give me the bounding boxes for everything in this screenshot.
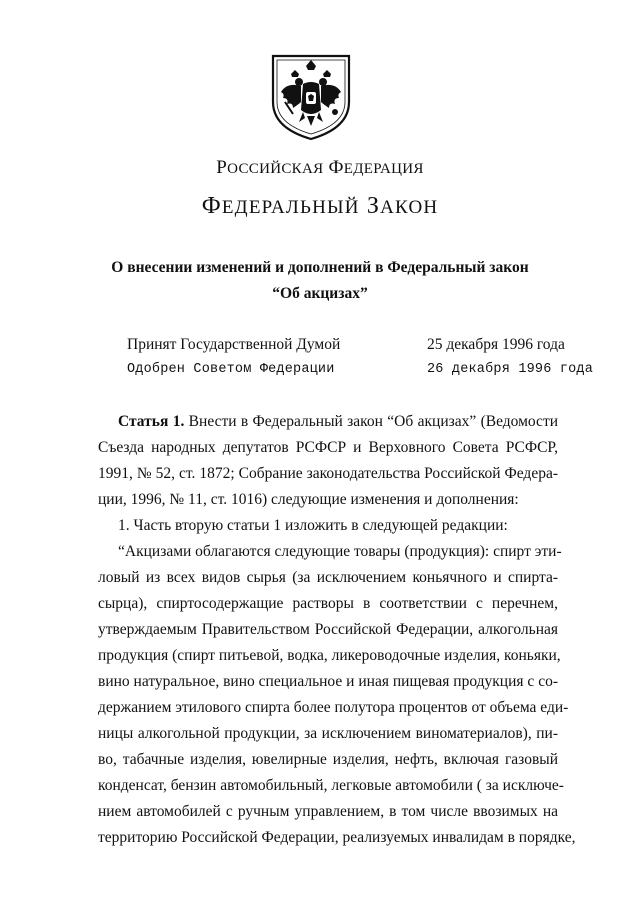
adopted-by-label: Принят Государственной Думой	[127, 336, 341, 353]
adoption-row-council	[127, 357, 594, 382]
law-subject	[0, 255, 640, 307]
body-line-0-text: Внести в Федеральный закон “Об акцизах” (Ведомости	[184, 413, 559, 430]
body-line: 1991, № 52, ст. 1872; Собрание законодательства Российской Федера-	[98, 465, 558, 482]
body-line: 1. Часть вторую статьи 1 изложить в следующей редакции:	[118, 517, 508, 534]
adopted-date: 25 декабря 1996 года	[427, 336, 565, 353]
law-title-cap2: З	[366, 193, 381, 219]
country-title-rest2: ЕДЕРАЦИЯ	[343, 161, 424, 177]
body-line: утверждаемым Правительством Российской Федерации, алкогольная	[98, 621, 558, 638]
law-title	[0, 193, 640, 220]
body-line: территорию Российской Федерации, реализуемых инвалидам в порядке,	[98, 829, 576, 846]
subject-line-1: О внесении изменений и дополнений в Федеральный закон	[111, 259, 529, 276]
country-title-cap2: Ф	[328, 157, 344, 178]
body-line	[98, 409, 558, 435]
body-line: Съезда народных депутатов РСФСР и Верховного Совета РСФСР,	[98, 439, 558, 456]
body-line: ловый из всех видов сырья (за исключением коньячного и спирта-	[98, 569, 558, 586]
approved-date: 26 декабря 1996 года	[427, 362, 594, 377]
body-line: вино натуральное, вино специальное и иная пищевая продукция с со-	[98, 673, 558, 690]
body-line: конденсат, бензин автомобильный, легковые автомобили ( за исключе-	[98, 777, 564, 794]
law-title-cap: Ф	[201, 193, 222, 219]
body-line: во, табачные изделия, ювелирные изделия, нефть, включая газовый	[98, 751, 558, 768]
body-line: держанием этилового спирта более полутора процентов от объема еди-	[98, 699, 569, 716]
adoption-block	[127, 332, 594, 382]
country-title-cap: Р	[216, 157, 228, 178]
law-title-rest2: АКОН	[380, 197, 439, 218]
coat-of-arms-icon	[263, 52, 359, 142]
body-line: ницы алкогольной продукции, за исключением виноматериалов), пи-	[98, 725, 558, 742]
law-body	[98, 409, 576, 851]
body-line: “Акцизами облагаются следующие товары (продукция): спирт эти-	[118, 543, 562, 560]
adoption-row-duma	[127, 332, 587, 357]
approved-by-label: Одобрен Советом Федерации	[127, 362, 335, 377]
country-title-rest: ОССИЙСКАЯ	[227, 161, 324, 177]
country-title	[0, 157, 640, 179]
article-label: Статья 1.	[118, 413, 185, 430]
body-line: продукция (спирт питьевой, водка, ликероводочные изделия, коньяки,	[98, 647, 561, 664]
body-line: ции, 1996, № 11, ст. 1016) следующие изменения и дополнения:	[98, 491, 519, 508]
subject-line-2: “Об акцизах”	[272, 285, 368, 302]
body-line: сырца), спиртосодержащие растворы в соответствии с перечнем,	[98, 595, 558, 612]
body-line: нием автомобилей с ручным управлением, в том числе ввозимых на	[98, 803, 558, 820]
law-title-rest: ЕДЕРАЛЬНЫЙ	[221, 197, 360, 218]
